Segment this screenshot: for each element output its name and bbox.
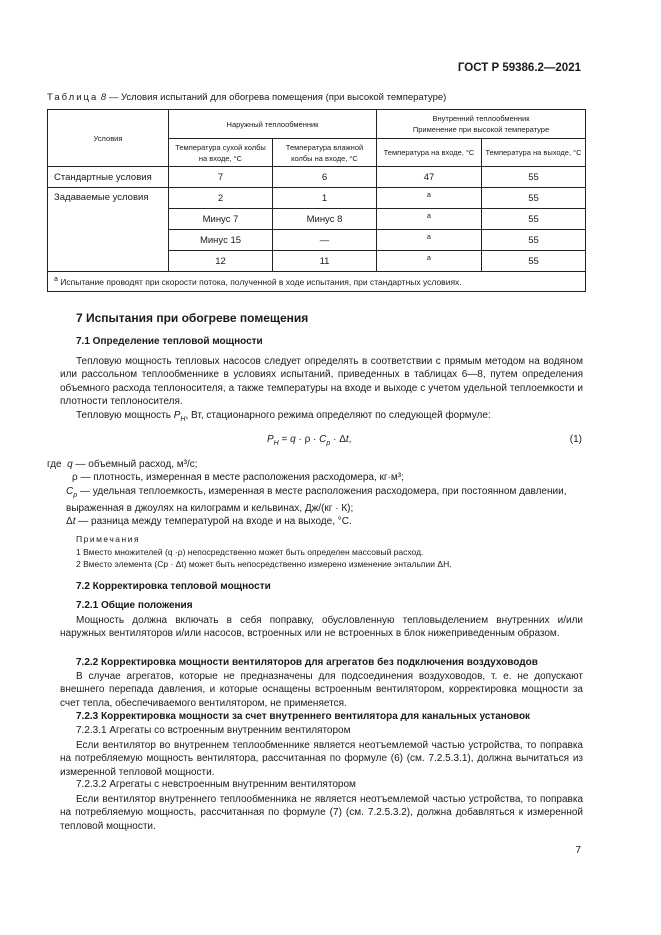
header-outdoor: Наружный теплообменник [169,110,377,139]
notes: Примечания 1 Вместо множителей (q ·ρ) непосредственно может быть определен массовый расход. 2 Вместо элемента (Cp · Δt) может быть непосредственно измерено изменение энтальпии ΔH. [76,534,452,569]
header-dry-bulb: Температура сухой колбы на входе, °С [169,139,273,167]
formula: $P_H = q \cdot \rho \cdot C_p \cdot \Delta t$, [267,434,352,447]
table-row: Стандартные условия 7 6 47 55 [48,167,586,188]
subsection-title: 7.2.3.1 Агрегаты со встроенным внутренним вентилятором [76,725,351,736]
formula-number: (1) [569,434,582,445]
header-outlet-temp: Температура на выходе, °С [482,139,586,167]
subsection-title: 7.2.3.2 Агрегаты с невстроенным внутренним вентилятором [76,779,356,790]
section-title: 7 Испытания при обогреве помещения [76,311,309,325]
paragraph: Если вентилятор во внутреннем теплообменнике является неотъемлемой частью устройства, то поправка на потребляемую мощность вентилятора, рассчитанная по формуле (6) (см. 7.2.5.3.1), должна вычитаться из измеренной тепловой мощности. [60,740,583,778]
subsection-title: 7.2.3 Корректировка мощности за счет внутреннего вентилятора для канальных установок [76,711,531,722]
table-footnote: $^a$ Испытание проводят при скорости потока, полученной в ходе испытания, при стандартных условиях. [48,272,586,292]
paragraph: В случае агрегатов, которые не предназначены для подсоединения воздуховодов, т. е. не допускают внешнего перепада давления, и которые оснащены встроенным вентилятором, корректировка мощности за счет тепла, обеспечиваемого вентилятором, не применяется. [60,671,583,709]
definitions: где q — объемный расход, м³/с; ρ — плотность, измеренная в месте расположения расходомера, кг·м³; $C_p$ — удельная теплоемкость, измеренная в месте расположения расходомера, при постоянном давлении, выраженная в джоулях на килограмм и кельвинах, Дж/(кг · К); Δt — разница между температурой на входе и на выходе, °С. [47,459,567,528]
table-caption: Таблица 8 — Условия испытаний для обогрева помещения (при высокой температуре) [47,92,447,103]
conditions-table [47,109,586,292]
page-number: 7 [575,845,581,856]
table-row: Минус 15 — $^a$ 55 [48,230,586,251]
subsection-title: 7.1 Определение тепловой мощности [76,336,263,347]
header-indoor: Внутренний теплообменник Применение при высокой температуре [377,110,586,139]
subsection-title: 7.2 Корректировка тепловой мощности [76,581,271,592]
header-conditions: Условия [48,110,169,167]
header-inlet-temp: Температура на входе, °С [377,139,482,167]
table-row: 12 11 $^a$ 55 [48,251,586,272]
paragraph: Тепловую мощность тепловых насосов следует определять в соответствии с прямым методом на водяном или рассольном теплообменнике в условиях испытаний, приведенных в таблицах 6—8, путем определения объемного расхода теплоносителя, а также температуры на входе и выходе с учетом удельной теплоемкости и плотности теплоносителя. [60,356,583,407]
subsection-title: 7.2.2 Корректировка мощности вентиляторов для агрегатов без подключения воздуховодов [76,657,538,668]
paragraph: Тепловую мощность $P_H$, Вт, стационарного режима определяют по следующей формуле: [76,410,491,423]
paragraph: Мощность должна включать в себя поправку, обусловленную тепловыделением внутренних и/или наружных вентиляторов и/или насосов, встроенных или не встроенных в блок нижеприведенным образом. [60,615,583,640]
document-code: ГОСТ Р 59386.2—2021 [457,62,581,74]
subsection-title: 7.2.1 Общие положения [76,600,193,611]
header-wet-bulb: Температура влажной колбы на входе, °С [273,139,377,167]
table-row: Задаваемые условия 2 1 $^a$ 55 [48,188,586,209]
table-row: Минус 7 Минус 8 $^a$ 55 [48,209,586,230]
paragraph: Если вентилятор внутреннего теплообменника не является неотъемлемой частью устройства, то поправка на потребляемую мощность, рассчитанная по формуле (7) (см. 7.2.5.3.2), должна добавляться к измеренной тепловой мощности. [60,794,583,832]
